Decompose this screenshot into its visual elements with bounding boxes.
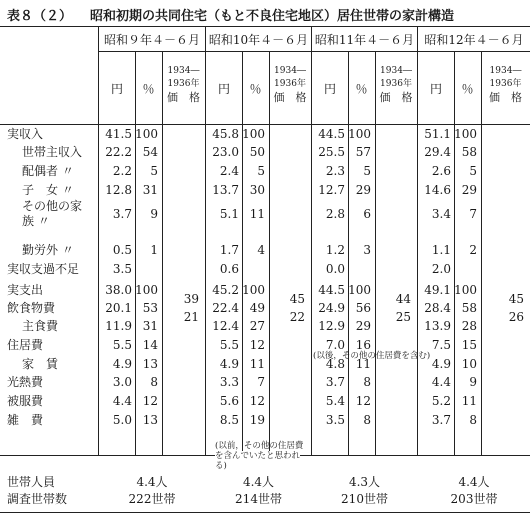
price-index-header-line1: 1934― (380, 66, 412, 76)
top-rule (0, 26, 530, 27)
value-percent: 8 (469, 413, 477, 427)
value-yen: 13.7 (212, 183, 239, 197)
value-yen: 14.6 (424, 183, 451, 197)
price-index-header-line3: 価 格 (273, 91, 307, 104)
value-percent: 1 (150, 243, 158, 257)
value-yen: 5.6 (219, 394, 239, 408)
value-yen: 13.9 (424, 319, 451, 333)
price-index-header-line1: 1934― (489, 66, 522, 76)
price-index-header-line2: 1936年 (274, 79, 306, 89)
price-index-header-line3: 価 格 (379, 91, 413, 104)
value-price-index: 45 (508, 292, 524, 306)
value-yen: 3.4 (431, 207, 451, 221)
yen-header: 円 (110, 82, 123, 96)
value-percent: 14 (142, 338, 158, 352)
percent-header: ％ (142, 82, 155, 96)
value-percent: 5 (363, 164, 371, 178)
value-percent: 12 (249, 394, 265, 408)
value-percent: 5 (257, 164, 265, 178)
value-percent: 100 (348, 127, 371, 141)
period-header: 昭和９年４－６月 (103, 33, 200, 47)
value-yen: 3.0 (112, 375, 132, 389)
percent-header: ％ (249, 82, 262, 96)
value-yen: 0.5 (112, 243, 132, 257)
value-yen: 12.9 (318, 319, 345, 333)
value-price-index: 44 (395, 292, 411, 306)
value-percent: 12 (355, 394, 371, 408)
row-label: 実支出 (7, 283, 44, 297)
value-percent: 28 (461, 319, 477, 333)
value-percent: 7 (469, 207, 477, 221)
value-yen: 20.1 (105, 301, 132, 315)
value-yen: 11.9 (105, 319, 132, 333)
row-label: 実収入 (7, 127, 44, 141)
value-yen: 12.4 (212, 319, 239, 333)
footer-value: 203世帯 (450, 492, 498, 506)
row-label: 勤労外 〃 (22, 243, 74, 257)
footer-label: 世帯人員 (7, 475, 56, 489)
value-yen: 3.3 (219, 375, 239, 389)
value-percent: 7 (257, 375, 265, 389)
row-label: 世帯主収入 (22, 145, 83, 159)
value-percent: 8 (363, 375, 371, 389)
yen-header: 円 (429, 82, 442, 96)
value-percent: 8 (150, 375, 158, 389)
table-caption: 昭和初期の共同住宅（もと不良住宅地区）居住世帯の家計構造 (90, 9, 455, 24)
value-percent: 30 (249, 183, 265, 197)
value-percent: 100 (454, 283, 477, 297)
price-index-header-line1: 1934― (274, 66, 306, 76)
value-yen: 8.5 (219, 413, 239, 427)
header-rule (0, 124, 530, 125)
value-percent: 100 (135, 127, 158, 141)
value-yen: 0.6 (219, 262, 239, 276)
value-yen: 45.2 (212, 283, 239, 297)
value-yen: 3.7 (431, 413, 451, 427)
value-yen: 49.1 (424, 283, 451, 297)
value-percent: 100 (454, 127, 477, 141)
value-yen: 23.0 (212, 145, 239, 159)
col-divider (375, 51, 376, 455)
footer-value: 4.4人 (458, 475, 490, 489)
value-yen: 38.0 (105, 283, 132, 297)
price-index-header-line3: 価 格 (167, 91, 200, 104)
price-index-header-line2: 1936年 (167, 79, 200, 89)
value-percent: 6 (363, 207, 371, 221)
row-label: 配偶者 〃 (22, 164, 74, 178)
value-percent: 29 (355, 319, 371, 333)
value-yen: 45.8 (212, 127, 239, 141)
value-yen: 51.1 (424, 127, 451, 141)
col-divider (162, 51, 163, 455)
value-yen: 2.6 (431, 164, 451, 178)
note-misc-line1: (以前，その他の住居費 (215, 441, 304, 451)
value-percent: 8 (363, 413, 371, 427)
value-yen: 5.2 (431, 394, 451, 408)
value-percent: 12 (142, 394, 158, 408)
row-label: 子 女 〃 (22, 183, 74, 197)
footer-label: 調査世帯数 (7, 492, 68, 506)
value-yen: 2.8 (325, 207, 345, 221)
value-percent: 13 (142, 413, 158, 427)
value-percent: 49 (249, 301, 265, 315)
value-percent: 11 (249, 207, 265, 221)
row-label: 主食費 (22, 319, 59, 333)
row-label: 飲食物費 (7, 301, 56, 315)
value-percent: 100 (242, 127, 265, 141)
value-yen: 12.8 (105, 183, 132, 197)
row-label: 家 賃 (22, 357, 59, 371)
value-percent: 11 (249, 357, 265, 371)
value-percent: 9 (469, 375, 477, 389)
value-yen: 5.0 (112, 413, 132, 427)
value-yen: 4.9 (219, 357, 239, 371)
value-yen: 3.7 (325, 375, 345, 389)
value-price-index: 39 (183, 292, 199, 306)
col-divider (269, 51, 270, 455)
table-number: 表８（２） (7, 9, 73, 24)
value-yen: 25.5 (318, 145, 345, 159)
value-percent: 19 (249, 413, 265, 427)
value-yen: 44.5 (318, 127, 345, 141)
value-yen: 7.5 (431, 338, 451, 352)
value-percent: 100 (135, 283, 158, 297)
value-percent: 15 (461, 338, 477, 352)
value-percent: 57 (355, 145, 371, 159)
value-yen: 2.3 (325, 164, 345, 178)
row-label: 住居費 (7, 338, 44, 352)
footer-value: 4.4人 (242, 475, 275, 489)
percent-header: ％ (355, 82, 368, 96)
value-yen: 4.9 (112, 357, 132, 371)
value-percent: 50 (249, 145, 265, 159)
value-yen: 28.4 (424, 301, 451, 315)
value-percent: 5 (469, 164, 477, 178)
period-header: 昭和10年４－６月 (208, 33, 309, 47)
price-index-header-line1: 1934― (167, 66, 200, 76)
value-percent: 56 (355, 301, 371, 315)
value-yen: 3.5 (112, 262, 132, 276)
value-yen: 24.9 (318, 301, 345, 315)
value-percent: 58 (461, 301, 477, 315)
row-label: 被服費 (7, 394, 44, 408)
value-percent: 29 (461, 183, 477, 197)
value-percent: 12 (249, 338, 265, 352)
value-yen: 0.0 (325, 262, 345, 276)
value-yen: 3.7 (112, 207, 132, 221)
value-yen: 1.2 (325, 243, 345, 257)
price-index-header-line2: 1936年 (489, 79, 522, 89)
value-percent: 53 (142, 301, 158, 315)
value-yen: 5.4 (325, 394, 345, 408)
value-percent: 4 (257, 243, 265, 257)
note-misc-line3: る) (215, 461, 227, 471)
value-yen: 44.5 (318, 283, 345, 297)
value-yen: 4.8 (325, 357, 345, 371)
value-percent: 16 (355, 338, 371, 352)
row-label: 光熱費 (7, 375, 44, 389)
value-percent: 100 (242, 283, 265, 297)
value-yen: 29.4 (424, 145, 451, 159)
value-percent: 10 (461, 357, 477, 371)
yen-header: 円 (323, 82, 336, 96)
value-yen: 3.5 (325, 413, 345, 427)
value-price-index: 26 (508, 310, 524, 324)
value-yen: 2.2 (112, 164, 132, 178)
value-yen: 4.4 (112, 394, 132, 408)
value-yen: 22.2 (105, 145, 132, 159)
note-misc-line2: を含んでいたと思われ (215, 451, 301, 461)
value-percent: 9 (150, 207, 158, 221)
value-yen: 22.4 (212, 301, 239, 315)
footer-value: 4.4人 (136, 475, 168, 489)
value-yen: 7.0 (325, 338, 345, 352)
value-yen: 1.1 (431, 243, 451, 257)
value-yen: 12.7 (318, 183, 345, 197)
row-label: 雑 費 (7, 413, 44, 427)
value-percent: 27 (249, 319, 265, 333)
value-yen: 41.5 (105, 127, 132, 141)
row-label: その他の家族 〃 (22, 199, 83, 228)
value-yen: 5.5 (219, 338, 239, 352)
value-percent: 29 (355, 183, 371, 197)
percent-header: ％ (461, 82, 474, 96)
value-percent: 3 (363, 243, 371, 257)
value-percent: 31 (142, 183, 158, 197)
period-header: 昭和11年４－６月 (314, 33, 415, 47)
table-title (7, 5, 454, 24)
price-index-header-line2: 1936年 (380, 79, 412, 89)
col-divider (481, 51, 482, 455)
value-percent: 11 (355, 357, 371, 371)
row-label: 実収支過不足 (7, 262, 80, 276)
footer-value: 214世帯 (235, 492, 282, 506)
value-yen: 2.0 (431, 262, 451, 276)
value-price-index: 21 (183, 310, 199, 324)
value-percent: 31 (142, 319, 158, 333)
price-index-header-line3: 価 格 (489, 91, 522, 104)
value-yen: 2.4 (219, 164, 239, 178)
value-percent: 5 (150, 164, 158, 178)
value-percent: 58 (461, 145, 477, 159)
value-percent: 54 (142, 145, 158, 159)
footer-value: 4.3人 (348, 475, 381, 489)
value-price-index: 25 (395, 310, 411, 324)
footer-value: 210世帯 (341, 492, 388, 506)
period-header: 昭和12年４－６月 (424, 33, 524, 47)
value-percent: 13 (142, 357, 158, 371)
value-percent: 11 (461, 394, 477, 408)
value-yen: 4.4 (431, 375, 451, 389)
bottom-rule (0, 512, 530, 513)
footer-value: 222世帯 (128, 492, 176, 506)
value-price-index: 45 (289, 292, 305, 306)
value-percent: 100 (348, 283, 371, 297)
value-yen: 4.9 (431, 357, 451, 371)
value-price-index: 22 (289, 310, 305, 324)
value-yen: 5.5 (112, 338, 132, 352)
value-yen: 1.7 (219, 243, 239, 257)
yen-header: 円 (217, 82, 230, 96)
value-percent: 2 (469, 243, 477, 257)
value-yen: 5.1 (219, 207, 239, 221)
note-housing: (以後，その他の住居費を含む) (313, 351, 431, 361)
